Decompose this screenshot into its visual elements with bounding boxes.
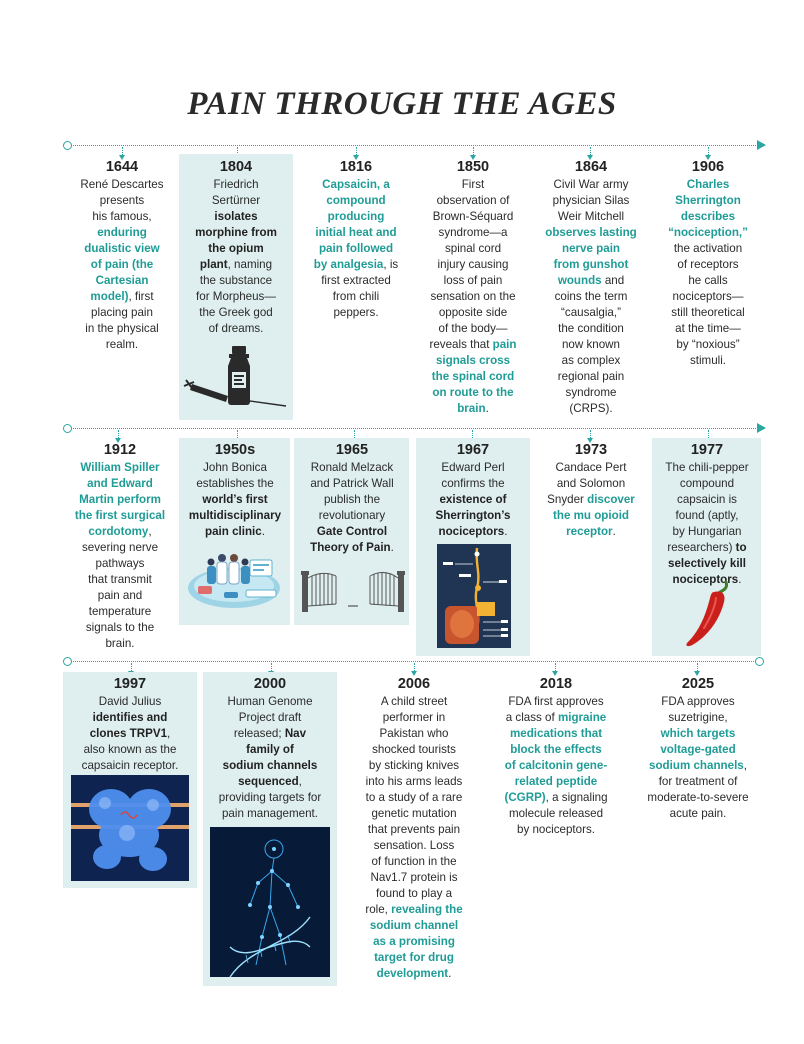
bold-text: world’s first multidisciplinary pain clinic xyxy=(188,493,282,538)
text-segment: . xyxy=(485,402,489,415)
timeline-line-row1 xyxy=(68,145,758,146)
timeline-entry-1950s xyxy=(180,441,290,540)
timeline-entry-1977 xyxy=(653,441,761,588)
timeline-start-dot xyxy=(63,657,72,666)
text-segment: . xyxy=(448,967,452,980)
text-segment: the activation of receptors he calls nociceptors— still theoretical at the time— by “noxious” stimuli. xyxy=(671,242,745,367)
text-segment: Edward Perl confirms the xyxy=(441,461,505,490)
timeline-tick xyxy=(590,430,592,440)
text-segment: FDA first approves a class of xyxy=(505,695,604,724)
highlighted-text: migraine medications that block the effects of calcitonin gene- related peptide (CGRP) xyxy=(504,711,608,804)
timeline-tick xyxy=(473,147,475,157)
highlighted-text: revealing the sodium channel as a promising target for drug development xyxy=(369,903,463,980)
page-title: PAIN THROUGH THE AGES xyxy=(187,86,617,122)
trpv1-protein-structure-image xyxy=(71,775,189,881)
timeline-entry-1997 xyxy=(63,675,197,774)
entry-year: 1965 xyxy=(335,442,369,458)
entry-text xyxy=(66,177,178,353)
timeline-entry-1864 xyxy=(536,158,646,417)
entry-text xyxy=(298,177,414,321)
timeline-arrow-icon xyxy=(757,140,766,150)
text-segment: , a signaling molecule released by nociceptors. xyxy=(508,791,608,836)
text-segment: , providing targets for pain management. xyxy=(218,775,322,820)
entry-text xyxy=(634,694,762,822)
entry-text xyxy=(653,460,761,588)
text-segment: David Julius xyxy=(98,695,162,708)
text-segment: . xyxy=(504,525,508,538)
timeline-entry-1973 xyxy=(536,441,646,540)
timeline-entry-1912 xyxy=(66,441,174,652)
text-segment: First observation of Brown-Séquard syndrome—a spinal cord injury causing loss of pain sensation on the opposite side of the body— reveals that xyxy=(429,178,516,351)
timeline-tick xyxy=(414,663,416,673)
bold-text: Gate Control Theory of Pain xyxy=(310,525,391,554)
text-segment: , also known as the capsaicin receptor. xyxy=(81,727,179,772)
text-segment: Civil War army physician Silas Weir Mitchell xyxy=(552,178,630,223)
text-segment: , severing nerve pathways that transmit pain and temperature signals to the brain. xyxy=(81,525,159,650)
entry-text xyxy=(536,177,646,417)
timeline-tick xyxy=(708,147,710,157)
entry-year: 2018 xyxy=(539,676,573,692)
text-segment: . xyxy=(612,525,616,538)
entry-text xyxy=(180,177,292,337)
bold-text: to selectively kill nociceptors xyxy=(668,541,747,586)
entry-year: 1816 xyxy=(339,159,373,175)
timeline-entry-2006 xyxy=(348,675,480,982)
entry-year: 1950s xyxy=(214,442,256,458)
entry-year: 1644 xyxy=(105,159,139,175)
entry-year: 2006 xyxy=(397,676,431,692)
timeline-start-dot xyxy=(63,141,72,150)
timeline-entry-1644 xyxy=(66,158,178,353)
digital-human-dna-image xyxy=(210,827,330,977)
highlighted-text: observes lasting nerve pain from gunshot wounds xyxy=(545,226,637,287)
timeline-tick xyxy=(555,663,557,673)
highlighted-text: Charles Sherrington describes “nociception,” xyxy=(668,178,748,239)
timeline-line-row2 xyxy=(68,428,758,429)
timeline-arrow-icon xyxy=(757,423,766,433)
text-segment: and coins the term “causalgia,” the condition now known as complex regional pain syndrome (CRPS). xyxy=(554,274,628,415)
highlighted-text: which targets voltage-gated sodium channels xyxy=(649,727,744,772)
entry-text xyxy=(490,694,622,838)
entry-year: 1912 xyxy=(103,442,137,458)
timeline-entry-1906 xyxy=(653,158,763,369)
timeline-entry-1816 xyxy=(298,158,414,321)
entry-text xyxy=(295,460,409,556)
highlighted-text: enduring dualistic view of pain (the Cartesian model) xyxy=(84,226,160,303)
highlighted-text: Capsaicin, a compound producing initial heat and pain followed by analgesia xyxy=(313,178,397,271)
timeline-tick xyxy=(697,663,699,673)
text-segment: The chili-pepper compound capsaicin is found (aptly, by Hungarian researchers) xyxy=(665,461,749,554)
open-gate-illustration-image xyxy=(300,566,406,614)
entry-year: 1973 xyxy=(574,442,608,458)
morphine-vial-and-syringe-image xyxy=(182,344,290,408)
bold-text: existence of Sherrington’s nociceptors xyxy=(435,493,511,538)
entry-year: 1850 xyxy=(456,159,490,175)
entry-year: 1864 xyxy=(574,159,608,175)
entry-year: 1804 xyxy=(219,159,253,175)
timeline-tick xyxy=(356,147,358,157)
entry-text xyxy=(203,694,337,822)
entry-year: 2025 xyxy=(681,676,715,692)
timeline-entry-2000 xyxy=(203,675,337,822)
text-segment: . xyxy=(390,541,394,554)
entry-text xyxy=(536,460,646,540)
timeline-end-dot xyxy=(755,657,764,666)
timeline-start-dot xyxy=(63,424,72,433)
timeline-entry-1967 xyxy=(417,441,529,540)
entry-text xyxy=(180,460,290,540)
text-segment: René Descartes presents his famous, xyxy=(80,178,164,223)
entry-year: 2000 xyxy=(253,676,287,692)
text-segment: A child street performer in Pakistan who shocked tourists by sticking knives into his arms leads to a study of a rare genetic mutation that prevents pain sensation. Loss of function in the Nav1.7 protein is found to play a role, xyxy=(365,695,463,916)
bold-text: Nav family of sodium channels sequenced xyxy=(222,727,318,788)
text-segment: , is first extracted from chili peppers. xyxy=(321,258,399,319)
pain-clinic-illustration-image xyxy=(184,546,284,610)
text-segment: Friedrich Sertürner xyxy=(211,178,261,207)
text-segment: . xyxy=(738,573,742,586)
entry-text xyxy=(63,694,197,774)
entry-text xyxy=(348,694,480,982)
timeline-entry-2018 xyxy=(490,675,622,838)
text-segment: Ronald Melzack and Patrick Wall publish the revolutionary xyxy=(310,461,394,522)
entry-text xyxy=(66,460,174,652)
timeline-tick xyxy=(118,430,120,440)
timeline-line-row3 xyxy=(68,661,758,662)
highlighted-text: William Spiller and Edward Martin perform the first surgical cordotomy xyxy=(74,461,166,538)
text-segment: John Bonica establishes the xyxy=(196,461,274,490)
bold-text: identifies and clones TRPV1 xyxy=(89,711,168,740)
timeline-tick xyxy=(122,147,124,157)
timeline-entry-1804 xyxy=(180,158,292,337)
text-segment: , for treatment of moderate-to-severe acute pain. xyxy=(647,759,749,820)
highlighted-text: discover the mu opioid receptor xyxy=(553,493,635,538)
red-chili-pepper-image xyxy=(682,578,738,650)
highlighted-text: pain signals cross the spinal cord on route to the brain xyxy=(431,338,517,415)
text-segment: Candace Pert and Solomon Snyder xyxy=(547,461,627,506)
text-segment: FDA approves suzetrigine, xyxy=(661,695,735,724)
timeline-entry-2025 xyxy=(634,675,762,822)
nociceptor-pathway-diagram-image xyxy=(437,544,511,648)
text-segment: . xyxy=(261,525,265,538)
entry-year: 1906 xyxy=(691,159,725,175)
text-segment: , naming the substance for Morpheus— the Greek god of dreams. xyxy=(196,258,276,335)
entry-year: 1967 xyxy=(456,442,490,458)
entry-text xyxy=(653,177,763,369)
timeline-tick xyxy=(590,147,592,157)
entry-year: 1997 xyxy=(113,676,147,692)
timeline-entry-1850 xyxy=(418,158,528,417)
text-segment: , first placing pain in the physical realm. xyxy=(85,290,159,351)
text-segment: Human Genome Project draft released; xyxy=(227,695,313,740)
entry-year: 1977 xyxy=(690,442,724,458)
bold-text: isolates morphine from the opium plant xyxy=(195,210,277,271)
entry-text xyxy=(418,177,528,417)
entry-text xyxy=(417,460,529,540)
timeline-entry-1965 xyxy=(295,441,409,556)
